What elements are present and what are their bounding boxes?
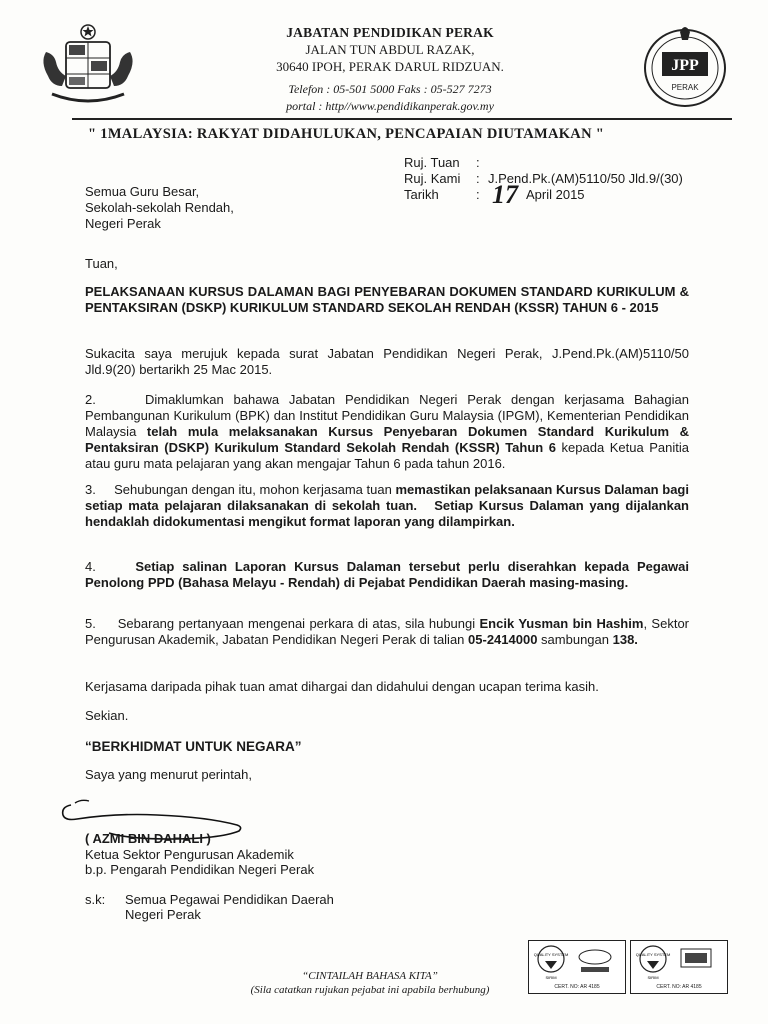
- p5-text-ext: sambungan: [537, 632, 613, 647]
- paragraph-1: Sukacita saya merujuk kepada surat Jabatan Pendidikan Negeri Perak, J.Pend.Pk.(AM)5110/50 Jld.9(20) bertarikh 25 Mac 2015.: [85, 346, 689, 377]
- cert-badge-text: QUALITY SYSTEM: [533, 952, 569, 957]
- logo-label: PERAK: [671, 83, 699, 92]
- footer-note: (Sila catatkan rujukan pejabat ini apabila berhubung): [250, 984, 490, 996]
- tarikh-day: 17: [492, 180, 518, 209]
- paragraph-5: [85, 616, 689, 648]
- p2-text-end: kepada Ketua Panitia atau guru mata pelajaran yang akan mengajar Tahun 6 pada tahun 2016.: [85, 440, 689, 471]
- p3-bold: memastikan pelaksanaan Kursus Dalaman bagi setiap mata pelajaran dilaksanakan di sekolah tuan. Setiap Kursus Dalaman yang dijalankan hendaklah didokumentasi mengikut format laporan yang dilampirkan.: [85, 482, 689, 529]
- cert-code: CERT. NO: AR 4185: [554, 984, 600, 990]
- cert-badge-text: QUALITY SYSTEM: [635, 952, 671, 957]
- cert-org-text: SIRIM: [545, 975, 557, 980]
- tarikh-row: [404, 180, 683, 209]
- paragraph-2: [85, 392, 689, 472]
- p4-number: 4.: [85, 559, 136, 574]
- tarikh-month-year: April 2015: [526, 187, 585, 202]
- colon: :: [476, 187, 480, 202]
- signatory-role: b.p. Pengarah Pendidikan Negeri Perak: [85, 862, 315, 877]
- reference-block: [404, 155, 683, 209]
- signatory-title: [85, 847, 314, 877]
- letter-subject: PELAKSANAAN KURSUS DALAMAN BAGI PENYEBARAN DOKUMEN STANDARD KURIKULUM & PENTAKSIRAN (DSKP) KURIKULUM STANDARD SEKOLAH RENDAH (KSSR) TAHUN 6 - 2015: [85, 284, 689, 315]
- footer: [200, 969, 540, 997]
- street-address: JALAN TUN ABDUL RAZAK,: [305, 42, 475, 57]
- ruj-tuan-label: Ruj. Tuan: [404, 155, 460, 170]
- salutation: Tuan,: [85, 256, 118, 271]
- p3-text: 3. Sehubungan dengan itu, mohon kerjasama tuan: [85, 482, 396, 497]
- motto: " 1MALAYSIA: RAKYAT DIDAHULUKAN, PENCAPAIAN DIUTAMAKAN ": [88, 126, 605, 142]
- letterhead: [200, 24, 580, 115]
- ruj-kami-row: [404, 171, 683, 187]
- cc-recipient: Semua Pegawai Pendidikan Daerah: [125, 892, 334, 907]
- paragraph-4: [85, 559, 689, 591]
- city-address: 30640 IPOH, PERAK DARUL RIDZUAN.: [276, 59, 504, 74]
- portal-line: portal : http//www.pendidikanperak.gov.my: [286, 99, 494, 113]
- quality-cert-badge: [630, 940, 728, 994]
- recipient-line: Negeri Perak: [85, 216, 161, 231]
- quality-system-icon: [631, 941, 727, 981]
- header-divider: [72, 118, 732, 120]
- cert-code: CERT. NO: AR 4185: [656, 984, 702, 990]
- p2-text: 2. Dimaklumkan bahawa Jabatan Pendidikan Negeri Perak dengan kerjasama Bahagian Pembangunan Kurikulum (BPK) dan Institut Pendidikan Guru Malaysia (IPGM), Kementerian Pendidikan Malaysia: [85, 392, 689, 439]
- p5-extension: 138.: [612, 632, 638, 647]
- tarikh-label: Tarikh: [404, 187, 439, 202]
- paragraph-6: Kerjasama daripada pihak tuan amat dihargai dan didahului dengan ucapan terima kasih.: [85, 679, 599, 694]
- p4-bold: Setiap salinan Laporan Kursus Dalaman tersebut perlu diserahkan kepada Pegawai Penolong PPD (Bahasa Melayu - Rendah) di Pejabat Pendidikan Daerah masing-masing.: [85, 559, 689, 590]
- p2-bold: telah mula melaksanakan Kursus Penyebaran Dokumen Standard Kurikulum & Pentaksiran (DSKP) Kurikulum Standard Sekolah Rendah (KSSR) Tahun 6: [85, 424, 689, 455]
- cert-org-text: SIRIM: [647, 975, 659, 980]
- coat-of-arms-logo: [36, 22, 140, 108]
- cc-recipient: Negeri Perak: [125, 907, 201, 922]
- paragraph-3: [85, 482, 689, 530]
- quality-cert-badge: [528, 940, 626, 994]
- recipient-line: Semua Guru Besar,: [85, 184, 200, 199]
- ruj-tuan-row: [404, 155, 683, 171]
- ruj-kami-label: Ruj. Kami: [404, 171, 461, 186]
- carbon-copy: [85, 892, 334, 922]
- department-logo: [640, 18, 730, 110]
- p5-text: 5. Sebarang pertanyaan mengenai perkara di atas, sila hubungi: [85, 616, 480, 631]
- contact-line: Telefon : 05-501 5000 Faks : 05-527 7273: [288, 82, 492, 96]
- closing: Sekian.: [85, 708, 129, 723]
- recipient-address: [85, 184, 234, 232]
- colon: :: [476, 171, 480, 186]
- svg-text:JPP: JPP: [671, 57, 699, 74]
- slogan: “BERKHIDMAT UNTUK NEGARA”: [85, 739, 302, 754]
- footer-slogan: “CINTAILAH BAHASA KITA”: [302, 970, 438, 982]
- p5-phone: 05-2414000: [468, 632, 538, 647]
- cc-label: s.k:: [85, 892, 106, 907]
- recipient-line: Sekolah-sekolah Rendah,: [85, 200, 234, 215]
- department-name: JABATAN PENDIDIKAN PERAK: [286, 25, 494, 40]
- p5-text-mid: , Sektor Pengurusan Akademik, Jabatan Pendidikan Negeri Perak di talian: [85, 616, 690, 647]
- signoff-line: Saya yang menurut perintah,: [85, 767, 252, 782]
- p5-contact-name: Encik Yusman bin Hashim: [479, 616, 644, 631]
- signatory-name: ( AZMI BIN DAHALI ): [85, 831, 211, 846]
- quality-system-icon: [529, 941, 625, 981]
- ruj-kami-value: J.Pend.Pk.(AM)5110/50 Jld.9/(30): [488, 171, 683, 186]
- signatory-role: Ketua Sektor Pengurusan Akademik: [85, 847, 294, 862]
- colon: :: [476, 155, 480, 170]
